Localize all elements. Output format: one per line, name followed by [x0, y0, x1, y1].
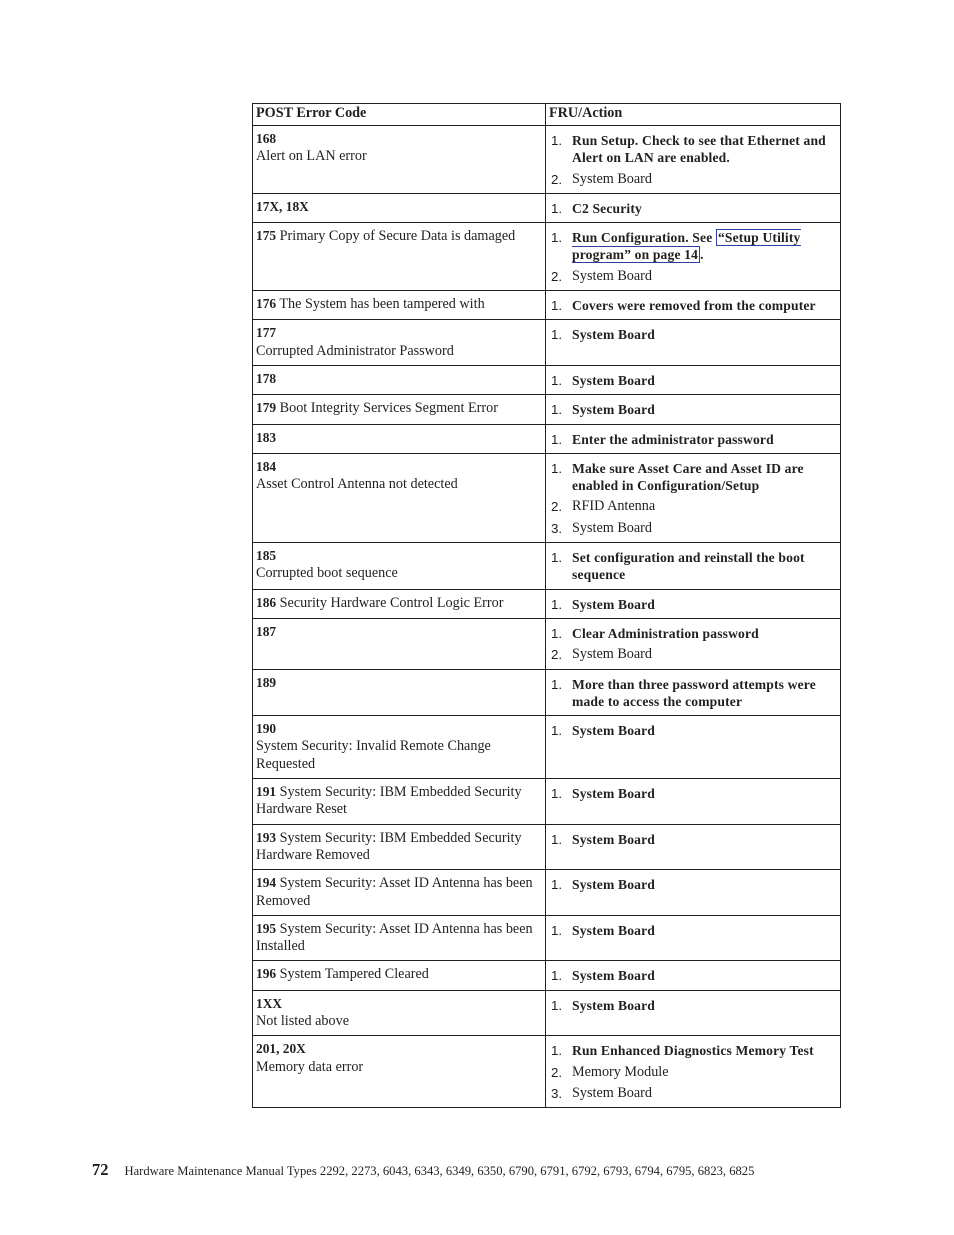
step-text [572, 722, 834, 739]
action-step [551, 1064, 834, 1081]
table-row [253, 543, 841, 590]
step-label: Memory Module [572, 1063, 669, 1080]
error-code: 186 [256, 594, 277, 610]
error-code: 177 [256, 325, 277, 341]
error-description: System Security: Invalid Remote Change Requested [256, 738, 491, 772]
step-number: 1. [551, 831, 563, 847]
action-step [551, 132, 834, 167]
step-number: 1. [551, 968, 563, 984]
error-description: System Tampered Cleared [279, 966, 429, 983]
post-error-table [252, 103, 841, 1108]
page-footer [92, 1160, 892, 1180]
fru-action-cell [546, 716, 841, 779]
step-label: Set configuration and reinstall the boot sequence [572, 550, 805, 583]
fru-action-cell [546, 824, 841, 870]
action-step [551, 326, 834, 343]
fru-action-cell [546, 589, 841, 618]
error-code-cell [253, 870, 546, 916]
step-number: 1. [551, 723, 563, 739]
error-code: 187 [256, 623, 277, 639]
error-description: Memory data error [256, 1058, 364, 1075]
action-step [551, 297, 834, 314]
fru-action-cell [546, 365, 841, 394]
error-code-cell [253, 779, 546, 825]
action-step [551, 676, 834, 711]
error-code: 190 [256, 721, 277, 737]
step-text [572, 431, 834, 448]
step-label: Clear Administration password [572, 625, 759, 641]
error-code-cell [253, 223, 546, 291]
step-label: System Board [572, 831, 655, 847]
action-step [551, 401, 834, 418]
action-step [551, 549, 834, 584]
error-description: Corrupted Administrator Password [256, 342, 454, 359]
table-row [253, 395, 841, 424]
fru-action-cell [546, 618, 841, 669]
action-step [551, 596, 834, 613]
error-code: 193 [256, 829, 277, 845]
error-code-cell [253, 395, 546, 424]
error-code-cell [253, 915, 546, 961]
step-label: System Board [572, 968, 655, 984]
step-text [572, 132, 834, 167]
error-description: Not listed above [256, 1012, 349, 1029]
step-text [572, 967, 834, 984]
fru-action-cell [546, 126, 841, 194]
step-number: 2. [551, 647, 563, 663]
error-code: 184 [256, 458, 277, 474]
fru-action-cell [546, 779, 841, 825]
step-text [572, 171, 834, 188]
step-number: 1. [551, 786, 563, 802]
fru-action-cell [546, 223, 841, 291]
step-label: Run Enhanced Diagnostics Memory Test [572, 1043, 814, 1059]
step-text [572, 1085, 834, 1102]
action-step [551, 997, 834, 1014]
step-number: 1. [551, 298, 563, 314]
step-label: System Board [572, 267, 652, 284]
error-description: System Security: IBM Embedded Security Hardware Removed [256, 829, 522, 863]
table-header-row [253, 104, 841, 126]
action-step [551, 876, 834, 893]
error-description: Alert on LAN error [256, 148, 367, 165]
step-label: System Board [572, 646, 652, 663]
step-number: 1. [551, 460, 563, 476]
fru-action-cell [546, 961, 841, 990]
step-number: 1. [551, 372, 563, 388]
fru-action-cell [546, 453, 841, 542]
step-number: 1. [551, 922, 563, 938]
step-label: System Board [572, 997, 655, 1013]
step-number: 1. [551, 402, 563, 418]
error-description: System Security: IBM Embedded Security Hardware Reset [256, 784, 522, 818]
fru-action-cell [546, 669, 841, 716]
error-code-cell [253, 320, 546, 366]
error-code: 179 [256, 400, 277, 416]
error-code-cell [253, 669, 546, 716]
table-row [253, 669, 841, 716]
step-text [572, 625, 834, 642]
table-row [253, 193, 841, 222]
post-error-table-container [252, 103, 840, 1108]
fru-action-cell [546, 990, 841, 1036]
error-description: Boot Integrity Services Segment Error [279, 400, 498, 417]
error-description: The System has been tampered with [279, 296, 485, 313]
action-step [551, 171, 834, 188]
action-step [551, 229, 834, 264]
action-step [551, 785, 834, 802]
action-step [551, 967, 834, 984]
table-row [253, 291, 841, 320]
step-text [572, 596, 834, 613]
step-text [572, 372, 834, 389]
step-text [572, 1064, 834, 1081]
step-text [572, 676, 834, 711]
step-text [572, 401, 834, 418]
table-row [253, 320, 841, 366]
error-code-cell [253, 824, 546, 870]
action-step [551, 520, 834, 537]
step-label: System Board [572, 402, 655, 418]
fru-action-cell [546, 291, 841, 320]
step-label: Make sure Asset Care and Asset ID are enabled in Configuration/Setup [572, 460, 804, 494]
error-code: 176 [256, 296, 277, 312]
error-code-cell [253, 193, 546, 222]
action-step [551, 625, 834, 642]
action-step [551, 498, 834, 515]
table-row [253, 779, 841, 825]
step-number: 3. [551, 520, 563, 536]
fru-action-cell [546, 1036, 841, 1108]
error-code: 17X, 18X [256, 198, 309, 214]
step-text [572, 200, 834, 217]
action-step [551, 268, 834, 285]
fru-action-cell [546, 870, 841, 916]
fru-action-cell [546, 395, 841, 424]
step-text [572, 268, 834, 285]
fru-action-cell [546, 424, 841, 453]
step-number: 1. [551, 596, 563, 612]
error-code: 175 [256, 228, 277, 244]
error-code: 178 [256, 370, 277, 386]
table-body [253, 126, 841, 1108]
table-row [253, 424, 841, 453]
step-text [572, 997, 834, 1014]
step-label: System Board [572, 877, 655, 893]
table-row [253, 870, 841, 916]
step-text [572, 460, 834, 495]
step-number: 2. [551, 171, 563, 187]
step-label: C2 Security [572, 200, 642, 216]
table-row [253, 223, 841, 291]
step-label: RFID Antenna [572, 498, 656, 515]
step-number: 1. [551, 431, 563, 447]
step-number: 2. [551, 268, 563, 284]
fru-action-cell [546, 915, 841, 961]
fru-action-cell [546, 320, 841, 366]
step-text [572, 785, 834, 802]
step-number: 1. [551, 230, 563, 246]
setup-utility-link[interactable]: “Setup Utility program” on page 14 [572, 230, 801, 263]
action-step [551, 1085, 834, 1102]
step-text [572, 831, 834, 848]
action-step [551, 431, 834, 448]
step-text [572, 326, 834, 343]
step-number: 2. [551, 499, 563, 515]
step-label: System Board [572, 327, 655, 343]
error-code-cell [253, 990, 546, 1036]
step-label: Enter the administrator password [572, 431, 774, 447]
step-label: System Board [572, 519, 652, 536]
action-step [551, 646, 834, 663]
step-number: 1. [551, 200, 563, 216]
step-text [572, 229, 834, 264]
fru-action-cell [546, 193, 841, 222]
step-number: 1. [551, 327, 563, 343]
step-label: System Board [572, 170, 652, 187]
error-code-cell [253, 453, 546, 542]
step-number: 3. [551, 1085, 563, 1101]
table-row [253, 589, 841, 618]
step-number: 1. [551, 1043, 563, 1059]
error-code-cell [253, 589, 546, 618]
fru-action-cell [546, 543, 841, 590]
error-code: 195 [256, 920, 277, 936]
table-row [253, 716, 841, 779]
step-text [572, 520, 834, 537]
step-label: System Board [572, 723, 655, 739]
error-description: System Security: Asset ID Antenna has been Installed [256, 920, 533, 955]
error-code: 183 [256, 429, 277, 445]
action-step [551, 1042, 834, 1059]
step-label: More than three password attempts were made to access the computer [572, 676, 816, 709]
error-code-cell [253, 424, 546, 453]
step-label: System Board [572, 596, 655, 612]
step-number: 2. [551, 1064, 563, 1080]
table-row [253, 618, 841, 669]
error-description: Asset Control Antenna not detected [256, 476, 458, 493]
error-code-cell [253, 961, 546, 990]
action-step [551, 922, 834, 939]
error-code: 191 [256, 784, 277, 800]
error-code-cell [253, 291, 546, 320]
action-step [551, 372, 834, 389]
error-description: System Security: Asset ID Antenna has been Removed [256, 875, 533, 909]
action-step [551, 200, 834, 217]
step-text [572, 646, 834, 663]
action-step [551, 460, 834, 495]
table-row [253, 126, 841, 194]
error-code: 196 [256, 966, 277, 982]
step-text [572, 876, 834, 893]
error-code-cell [253, 716, 546, 779]
step-number: 1. [551, 133, 563, 148]
table-row [253, 453, 841, 542]
step-label: Run Setup. Check to see that Ethernet and Alert on LAN are enabled. [572, 133, 826, 166]
step-label: System Board [572, 786, 655, 802]
error-description: Corrupted boot sequence [256, 565, 398, 582]
table-row [253, 990, 841, 1036]
step-text [572, 1042, 834, 1059]
error-description: Security Hardware Control Logic Error [279, 594, 504, 611]
table-row [253, 915, 841, 961]
step-number: 1. [551, 877, 563, 893]
error-code: 201, 20X [256, 1041, 306, 1057]
page-number: 72 [92, 1160, 109, 1179]
table-row [253, 824, 841, 870]
error-code-cell [253, 1036, 546, 1108]
error-code: 1XX [256, 995, 283, 1011]
step-label: Covers were removed from the computer [572, 298, 816, 314]
error-code-cell [253, 126, 546, 194]
error-code-cell [253, 365, 546, 394]
step-number: 1. [551, 625, 563, 641]
error-code: 185 [256, 548, 277, 564]
step-text [572, 549, 834, 584]
column-header-post-error-code: POST Error Code [253, 104, 546, 126]
step-number: 1. [551, 676, 563, 692]
error-description: Primary Copy of Secure Data is damaged [279, 228, 516, 245]
action-step [551, 722, 834, 739]
step-label: Run Configuration. See [572, 230, 713, 246]
step-number: 1. [551, 997, 563, 1013]
error-code-cell [253, 618, 546, 669]
error-code: 194 [256, 875, 277, 891]
table-row [253, 1036, 841, 1108]
column-header-fru-action: FRU/Action [546, 104, 841, 126]
table-row [253, 961, 841, 990]
step-label: System Board [572, 372, 655, 388]
step-text [572, 922, 834, 939]
step-label: System Board [572, 1084, 652, 1101]
error-code-cell [253, 543, 546, 590]
error-code: 189 [256, 674, 277, 690]
table-row [253, 365, 841, 394]
step-suffix: . [700, 247, 704, 263]
step-text [572, 498, 834, 515]
step-number: 1. [551, 550, 563, 566]
footer-text: Hardware Maintenance Manual Types 2292, 2273, 6043, 6343, 6349, 6350, 6790, 6791, 6792, 6793, 6794, 6795, 6823, 6825 [124, 1164, 755, 1178]
error-code: 168 [256, 131, 277, 146]
step-label: System Board [572, 922, 655, 938]
action-step [551, 831, 834, 848]
step-text [572, 297, 834, 314]
